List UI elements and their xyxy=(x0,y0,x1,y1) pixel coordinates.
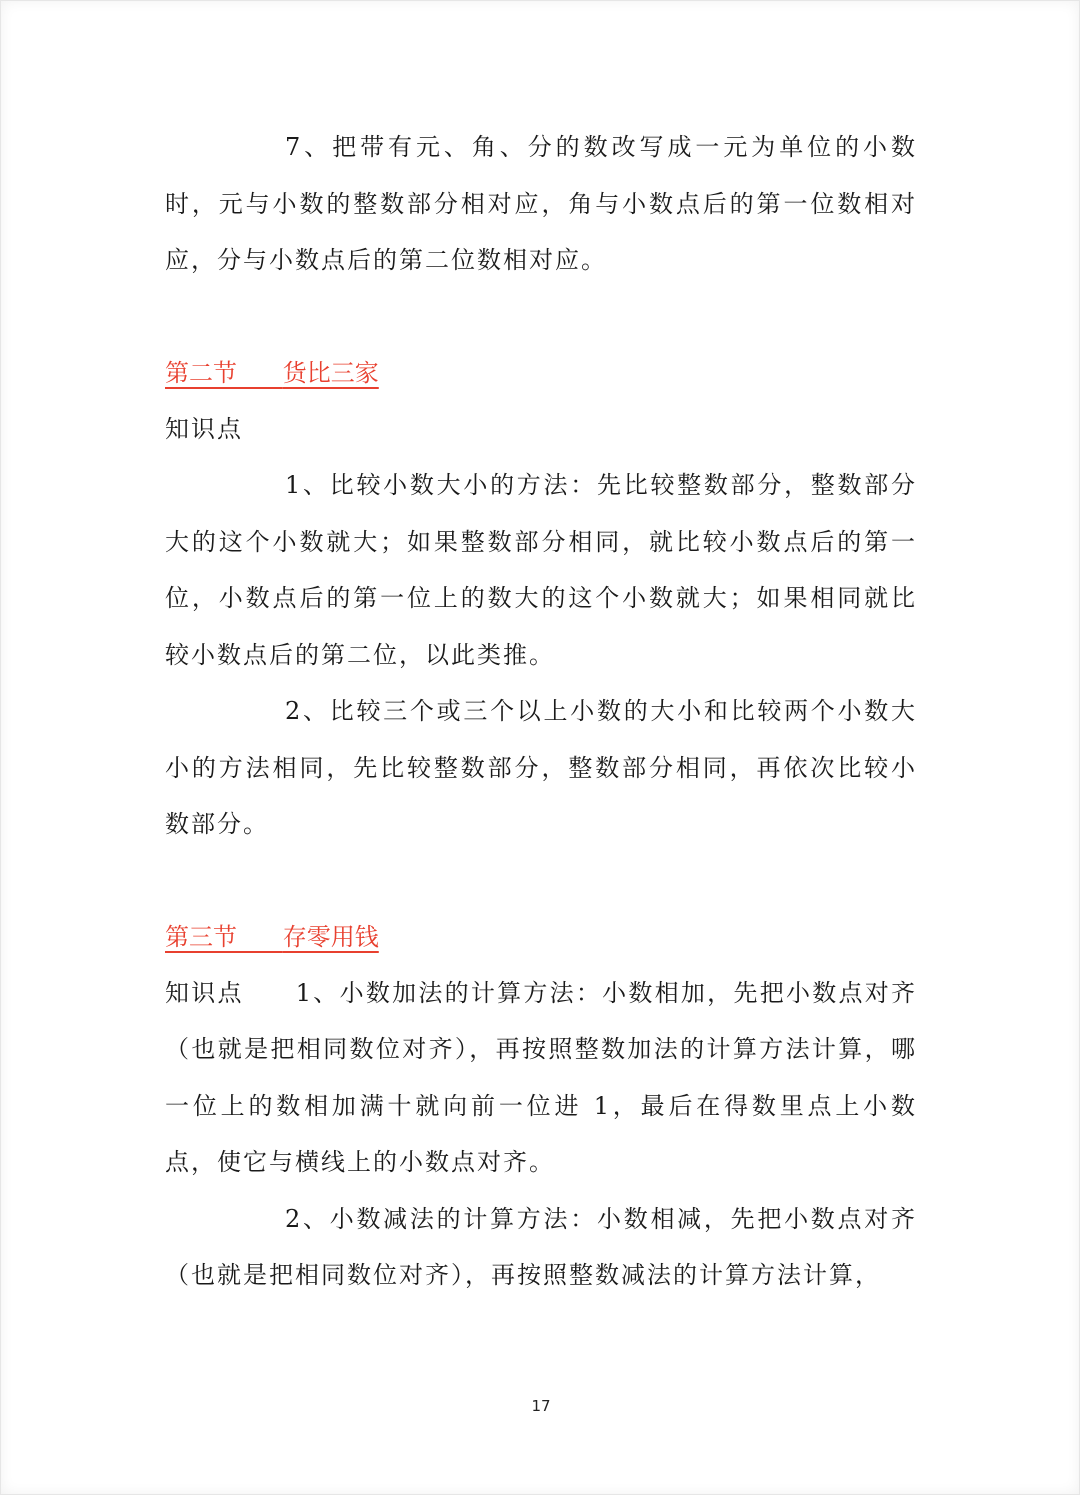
section-2-label: 知识点 xyxy=(165,414,243,443)
section-2-paragraph-1: 1、比较小数大小的方法：先比较整数部分，整数部分大的这个小数就大；如果整数部分相同，就比较小数点后的第一位，小数点后的第一位上的数大的这个小数就大；如果相同就比较小数点后的第二位，以此类推。 xyxy=(165,471,917,669)
spacer xyxy=(165,853,917,909)
section-3-title: 存零用钱 xyxy=(282,922,379,951)
spacer xyxy=(165,289,917,345)
paragraph-7: 7、把带有元、角、分的数改写成一元为单位的小数时，元与小数的整数部分相对应，角与小数点后的第一位数相对应，分与小数点后的第二位数相对应。 xyxy=(165,133,917,274)
section-2-gap xyxy=(237,359,283,387)
section-2-paragraph-2: 2、比较三个或三个以上小数的大小和比较两个小数大小的方法相同，先比较整数部分，整数部分相同，再依次比较小数部分。 xyxy=(165,697,917,838)
section-2-title: 货比三家 xyxy=(282,358,379,387)
section-3-gap xyxy=(237,923,283,951)
page-content xyxy=(165,119,917,1304)
section-2-number: 第二节 xyxy=(165,358,237,387)
section-3-paragraph-1 xyxy=(165,965,917,1191)
section-3-label: 知识点 xyxy=(165,978,244,1007)
section-2-heading xyxy=(165,345,917,401)
page-number: 17 xyxy=(531,1397,551,1415)
section-3-paragraph-2: 2、小数减法的计算方法：小数相减，先把小数点对齐（也就是把相同数位对齐），再按照整数减法的计算方法计算， xyxy=(165,1204,917,1289)
label-gap xyxy=(244,979,296,1007)
section-3-heading xyxy=(165,909,917,965)
section-3-paragraph-1-text: 1、小数加法的计算方法：小数相加，先把小数点对齐（也就是把相同数位对齐），再按照整数加法的计算方法计算，哪一位上的数相加满十就向前一位进 1，最后在得数里点上小数点，使它与横线上的小数点对齐。 xyxy=(165,978,917,1176)
section-3-number: 第三节 xyxy=(165,922,237,951)
